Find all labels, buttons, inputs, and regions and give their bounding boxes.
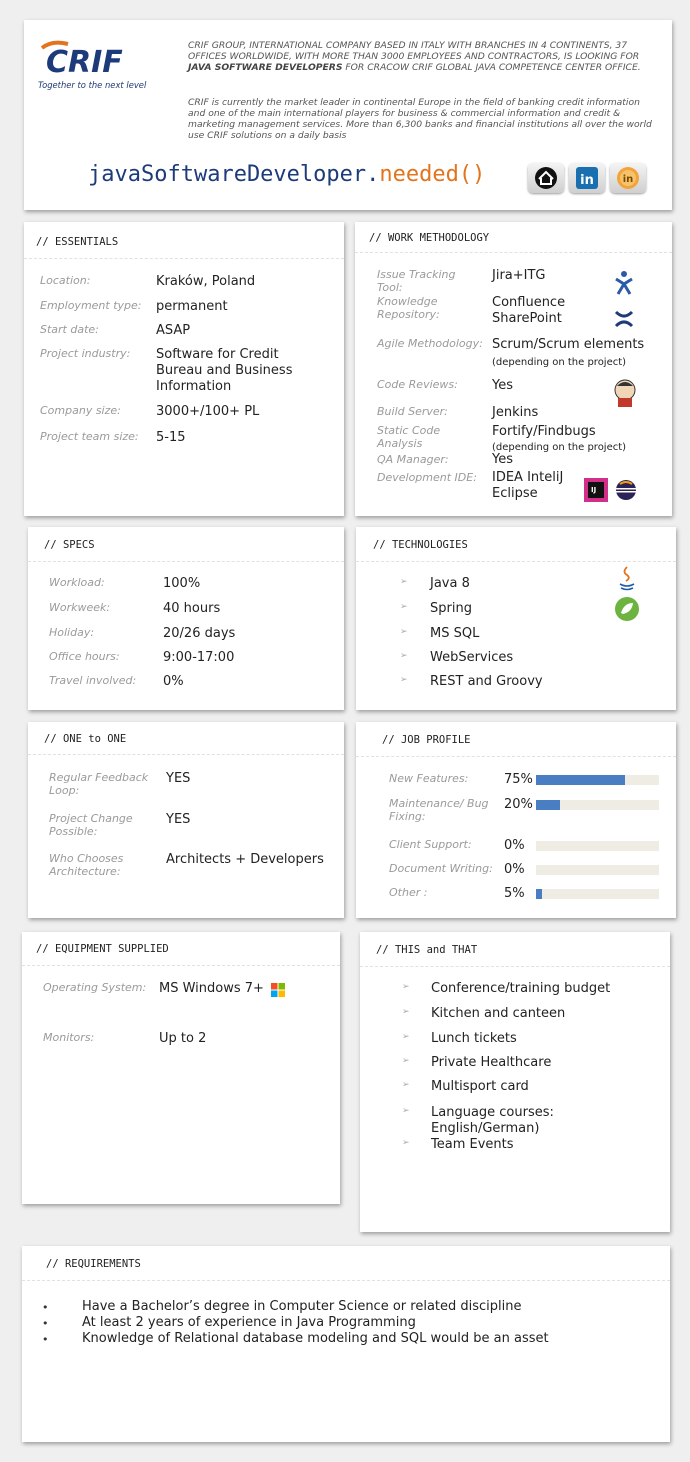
perk-item: Language courses: English/German) — [431, 1105, 554, 1136]
jira-icon — [613, 270, 635, 296]
svg-text:in: in — [622, 174, 634, 185]
specs-label: Office hours: — [49, 650, 120, 663]
requirements-card — [22, 1246, 670, 1442]
methodology-value: Confluence SharePoint — [492, 295, 566, 326]
specs-value: 40 hours — [163, 601, 221, 616]
bullet-icon: • — [42, 1333, 49, 1346]
methodology-value: Jenkins — [492, 405, 539, 420]
methodology-label: QA Manager: — [377, 453, 449, 466]
crif-logo — [38, 38, 158, 88]
arrow-icon: ➢ — [402, 1007, 410, 1017]
arrow-icon: ➢ — [402, 1032, 410, 1042]
essentials-value: permanent — [156, 299, 228, 314]
methodology-label: Knowledge Repository: — [377, 295, 440, 321]
essentials-label: Project team size: — [40, 430, 139, 443]
methodology-card — [355, 222, 672, 516]
specs-label: Workload: — [49, 576, 105, 589]
intellij-icon — [584, 478, 608, 502]
equipment-value: Up to 2 — [159, 1031, 207, 1046]
essentials-label: Employment type: — [40, 299, 142, 312]
specs-value: 9:00-17:00 — [163, 650, 235, 665]
requirement-item: Knowledge of Relational database modeling and SQL would be an asset — [82, 1331, 549, 1346]
perk-item: Kitchen and canteen — [431, 1006, 566, 1021]
perk-item: Lunch tickets — [431, 1031, 517, 1046]
methodology-label: Code Reviews: — [377, 378, 458, 391]
technology-item: REST and Groovy — [430, 674, 543, 689]
job-profile-bar — [536, 841, 659, 851]
methodology-value: Scrum/Scrum elements — [492, 337, 645, 352]
header-card — [24, 20, 672, 210]
arrow-icon: ➢ — [400, 627, 408, 637]
one-to-one-card — [28, 722, 344, 918]
essentials-label: Company size: — [40, 404, 121, 417]
methodology-label: Build Server: — [377, 405, 448, 418]
arrow-icon: ➢ — [402, 1106, 410, 1116]
requirement-item: Have a Bachelor’s degree in Computer Science or related discipline — [82, 1299, 522, 1314]
job-profile-label: New Features: — [389, 772, 469, 785]
intro-text: CRIF GROUP, INTERNATIONAL COMPANY BASED IN ITALY WITH BRANCHES IN 4 CONTINENTS, 37 OFFICES WORLDWIDE, WITH MORE THAN 3000 EMPLOYEES AND CONTRACTORS, IS LOOKING FOR JAVA SOFTWARE DEVELOPERS FOR CRACOW CRIF GLOBAL JAVA COMPETENCE CENTER OFFICE. — [188, 40, 641, 73]
intro-paragraph: CRIF is currently the market leader in continental Europe in the field of banking credit information and one of the main international players for business & commercial information and credit & marketing management services. More than 6,300 banks and financial institutions all over the world use CRIF solutions on a daily basis — [188, 97, 652, 141]
job-profile-bar — [536, 775, 659, 785]
linkedin-icon — [569, 163, 605, 193]
methodology-value: Yes — [492, 378, 513, 393]
home-icon — [528, 163, 564, 193]
windows-icon — [271, 983, 285, 997]
methodology-title: // WORK METHODOLOGY — [369, 232, 490, 244]
job-profile-percent: 0% — [504, 838, 525, 853]
one-to-one-value: YES — [166, 771, 191, 786]
logo-tagline: Together to the next level — [38, 80, 147, 90]
job-profile-percent: 75% — [504, 772, 533, 787]
this-and-that-title: // THIS and THAT — [376, 944, 478, 956]
job-profile-percent: 20% — [504, 797, 533, 812]
equipment-value: MS Windows 7+ — [159, 981, 264, 996]
methodology-value: Yes — [492, 452, 513, 467]
arrow-icon: ➢ — [400, 675, 408, 685]
job-profile-bar-fill — [536, 800, 560, 810]
technologies-title: // TECHNOLOGIES — [373, 539, 468, 551]
eclipse-icon — [614, 478, 638, 502]
specs-value: 100% — [163, 576, 201, 591]
confluence-icon — [613, 308, 635, 330]
arrow-icon: ➢ — [402, 1080, 410, 1090]
jenkins-icon — [613, 378, 637, 408]
essentials-value: 5-15 — [156, 430, 186, 445]
perk-item: Private Healthcare — [431, 1055, 552, 1070]
equipment-label: Monitors: — [43, 1031, 95, 1044]
specs-value: 20/26 days — [163, 626, 236, 641]
technology-item: MS SQL — [430, 626, 480, 641]
specs-value: 0% — [163, 674, 184, 689]
one-to-one-label: Who Chooses Architecture: — [49, 852, 124, 878]
crif-logo-icon — [38, 38, 158, 78]
equipment-label: Operating System: — [43, 981, 147, 994]
methodology-value: Jira+ITG — [492, 268, 546, 283]
one-to-one-label: Project Change Possible: — [49, 812, 133, 838]
linkedin-button[interactable] — [569, 163, 605, 193]
essentials-value: Kraków, Poland — [156, 274, 256, 289]
methodology-value: IDEA InteliJ Eclipse — [492, 470, 564, 501]
one-to-one-title: // ONE to ONE — [44, 733, 127, 745]
svg-text:in: in — [580, 173, 594, 188]
specs-title: // SPECS — [44, 539, 95, 551]
one-to-one-value: Architects + Developers — [166, 852, 324, 867]
essentials-value: Software for Credit Bureau and Business Information — [156, 347, 293, 394]
essentials-label: Project industry: — [40, 347, 131, 360]
page-title: javaSoftwareDeveloper.needed() — [88, 162, 486, 187]
arrow-icon: ➢ — [402, 1138, 410, 1148]
arrow-icon: ➢ — [402, 1056, 410, 1066]
arrow-icon: ➢ — [400, 651, 408, 661]
job-profile-percent: 5% — [504, 886, 525, 901]
one-to-one-label: Regular Feedback Loop: — [49, 771, 149, 797]
this-and-that-card — [360, 932, 670, 1232]
logo-text: CRIF — [46, 45, 123, 78]
linkedin-orange-icon — [610, 163, 646, 193]
intro-bold: JAVA SOFTWARE DEVELOPERS — [188, 62, 343, 73]
java-icon — [616, 565, 638, 593]
job-profile-label: Document Writing: — [389, 862, 493, 875]
methodology-note: (depending on the project) — [492, 357, 627, 368]
job-profile-label: Maintenance/ Bug Fixing: — [389, 797, 489, 823]
requirement-item: At least 2 years of experience in Java Programming — [82, 1315, 416, 1330]
job-profile-bar — [536, 800, 659, 810]
job-profile-bar — [536, 865, 659, 875]
perk-item: Team Events — [431, 1137, 514, 1152]
essentials-value: 3000+/100+ PL — [156, 404, 260, 419]
linkedin-orange-button[interactable] — [610, 163, 646, 193]
methodology-value: Fortify/Findbugs — [492, 424, 596, 439]
bullet-icon: • — [42, 1301, 49, 1314]
spring-icon — [614, 596, 640, 622]
essentials-label: Location: — [40, 274, 91, 287]
job-profile-label: Client Support: — [389, 838, 472, 851]
job-profile-label: Other : — [389, 886, 428, 899]
essentials-value: ASAP — [156, 323, 191, 338]
methodology-label: Static Code Analysis — [377, 424, 441, 450]
technology-item: Java 8 — [430, 576, 470, 591]
equipment-title: // EQUIPMENT SUPPLIED — [36, 943, 169, 955]
home-button[interactable] — [528, 163, 564, 193]
specs-card — [28, 527, 344, 710]
job-profile-bar — [536, 889, 659, 899]
methodology-label: Issue Tracking Tool: — [377, 268, 456, 294]
specs-label: Holiday: — [49, 626, 95, 639]
specs-label: Workweek: — [49, 601, 111, 614]
job-profile-card — [356, 722, 676, 918]
job-profile-title: // JOB PROFILE — [382, 734, 471, 746]
essentials-card — [24, 222, 344, 516]
arrow-icon: ➢ — [400, 602, 408, 612]
arrow-icon: ➢ — [400, 577, 408, 587]
perk-item: Multisport card — [431, 1079, 529, 1094]
perk-item: Conference/training budget — [431, 981, 611, 996]
one-to-one-value: YES — [166, 812, 191, 827]
technology-item: Spring — [430, 601, 472, 616]
essentials-label: Start date: — [40, 323, 99, 336]
bullet-icon: • — [42, 1317, 49, 1330]
job-profile-bar-fill — [536, 889, 542, 899]
equipment-card — [22, 932, 340, 1204]
essentials-title: // ESSENTIALS — [36, 236, 119, 248]
requirements-title: // REQUIREMENTS — [46, 1258, 141, 1270]
job-profile-bar-fill — [536, 775, 625, 785]
methodology-label: Agile Methodology: — [377, 337, 483, 350]
specs-label: Travel involved: — [49, 674, 137, 687]
technology-item: WebServices — [430, 650, 514, 665]
technologies-card — [356, 527, 676, 710]
job-profile-percent: 0% — [504, 862, 525, 877]
svg-text:IJ: IJ — [591, 486, 597, 494]
methodology-note: (depending on the project) — [492, 442, 627, 453]
methodology-label: Development IDE: — [377, 471, 477, 484]
arrow-icon: ➢ — [402, 982, 410, 992]
